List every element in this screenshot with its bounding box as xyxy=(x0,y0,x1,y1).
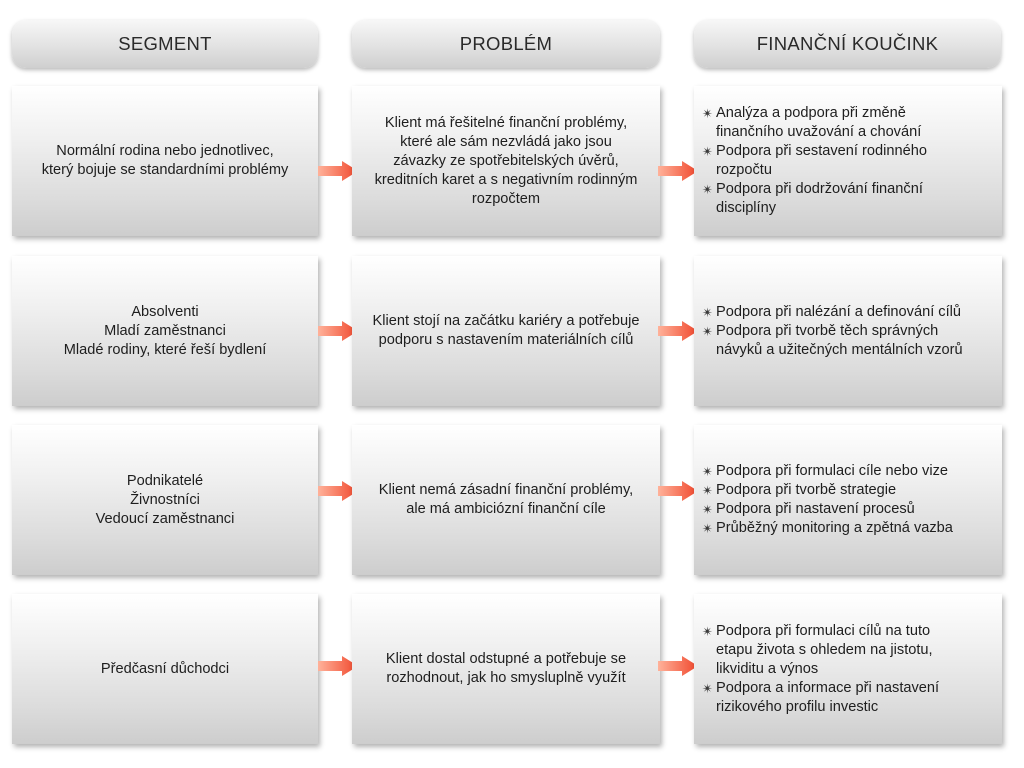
problem-box-2 xyxy=(352,256,660,406)
segment-4-line-1: Předčasní důchodci xyxy=(100,660,230,677)
coaching-box-3 xyxy=(694,425,1002,575)
list-item: ✴ Podpora při formulaci cílů na tuto etapu života s ohledem na jistotu, likviditu a výnos xyxy=(702,622,933,677)
problem-3-line-1: Klient nemá zásadní finanční problémy, xyxy=(378,482,634,498)
header-segment xyxy=(12,20,318,68)
star-bullet-icon: ✴ xyxy=(702,521,713,536)
coaching-list-4 xyxy=(702,622,996,717)
coaching-box-2 xyxy=(694,256,1002,406)
header-problem-label: PROBLÉM xyxy=(459,33,553,54)
problem-1-line-1: Klient má řešitelné finanční problémy, xyxy=(384,114,628,131)
problem-2-line-2: podporu s nastavením materiálních cílů xyxy=(378,332,634,348)
list-item: ✴ Podpora při formulaci cíle nebo vize xyxy=(702,463,948,479)
list-item: ✴ Podpora při sestavení rodinného rozpočtu xyxy=(702,143,927,178)
coaching-list-1 xyxy=(702,104,996,218)
header-coaching xyxy=(694,20,1001,68)
segment-box-4 xyxy=(12,594,318,744)
problem-1-line-2: které ale sám nezvládá jako jsou xyxy=(400,133,612,150)
segment-2-line-2: Mladí zaměstnanci xyxy=(104,322,226,339)
problem-4-line-1: Klient dostal odstupné a potřebuje se xyxy=(385,651,627,667)
list-item: ✴ Podpora při nalézání a definování cílů xyxy=(702,303,962,320)
coaching-list-3 xyxy=(702,462,996,538)
segment-1-line-2: který bojuje se standardními problémy xyxy=(41,162,289,178)
list-item: ✴ Podpora a informace při nastavení rizikového profilu investic xyxy=(702,679,940,715)
problem-2-line-1: Klient stojí na začátku kariéry a potřebuje xyxy=(372,313,640,329)
segment-3-line-2: Živnostníci xyxy=(130,491,200,508)
problem-box-3 xyxy=(352,425,660,575)
problem-4-line-2: rozhodnout, jak ho smysluplně využít xyxy=(386,670,626,686)
coaching-list-2 xyxy=(702,303,996,360)
star-bullet-icon: ✴ xyxy=(702,623,713,639)
list-item: ✴ Podpora při dodržování finanční disciplíny xyxy=(702,181,923,216)
star-bullet-icon: ✴ xyxy=(702,304,713,320)
segment-3-line-3: Vedoucí zaměstnanci xyxy=(95,510,235,527)
star-bullet-icon: ✴ xyxy=(702,464,713,479)
coaching-box-1 xyxy=(694,86,1002,236)
problem-box-1 xyxy=(352,86,660,236)
segment-box-2 xyxy=(12,256,318,406)
header-problem xyxy=(352,20,660,68)
list-item: ✴ Průběžný monitoring a zpětná vazba xyxy=(702,520,953,536)
star-bullet-icon: ✴ xyxy=(702,323,713,339)
segment-1-line-1: Normální rodina nebo jednotlivec, xyxy=(56,143,274,159)
segment-2-line-3: Mladé rodiny, které řeší bydlení xyxy=(63,341,267,358)
list-item: ✴ Podpora při nastavení procesů xyxy=(702,501,915,517)
star-bullet-icon: ✴ xyxy=(702,106,713,121)
segment-box-3 xyxy=(12,425,318,575)
segment-box-1 xyxy=(12,86,318,236)
header-coaching-label: FINANČNÍ KOUČINK xyxy=(756,33,939,54)
star-bullet-icon: ✴ xyxy=(702,144,713,159)
problem-1-line-5: rozpočtem xyxy=(471,190,541,207)
list-item: ✴ Podpora při tvorbě těch správných návyků a užitečných mentálních vzorů xyxy=(702,322,963,358)
star-bullet-icon: ✴ xyxy=(702,182,713,197)
coaching-box-4 xyxy=(694,594,1002,744)
problem-box-4 xyxy=(352,594,660,744)
star-bullet-icon: ✴ xyxy=(702,680,713,696)
segment-3-line-1: Podnikatelé xyxy=(126,472,204,489)
problem-1-line-3: závazky ze spotřebitelských úvěrů, xyxy=(393,152,619,169)
star-bullet-icon: ✴ xyxy=(702,483,713,498)
star-bullet-icon: ✴ xyxy=(702,502,713,517)
problem-3-line-2: ale má ambiciózní finanční cíle xyxy=(406,501,606,517)
list-item: ✴ Podpora při tvorbě strategie xyxy=(702,482,897,498)
problem-1-line-4: kreditních karet a s negativním rodinným xyxy=(374,171,638,188)
segment-2-line-1: Absolventi xyxy=(131,303,199,320)
list-item: ✴ Analýza a podpora při změně finančního uvažování a chování xyxy=(702,105,922,140)
header-segment-label: SEGMENT xyxy=(118,33,212,54)
